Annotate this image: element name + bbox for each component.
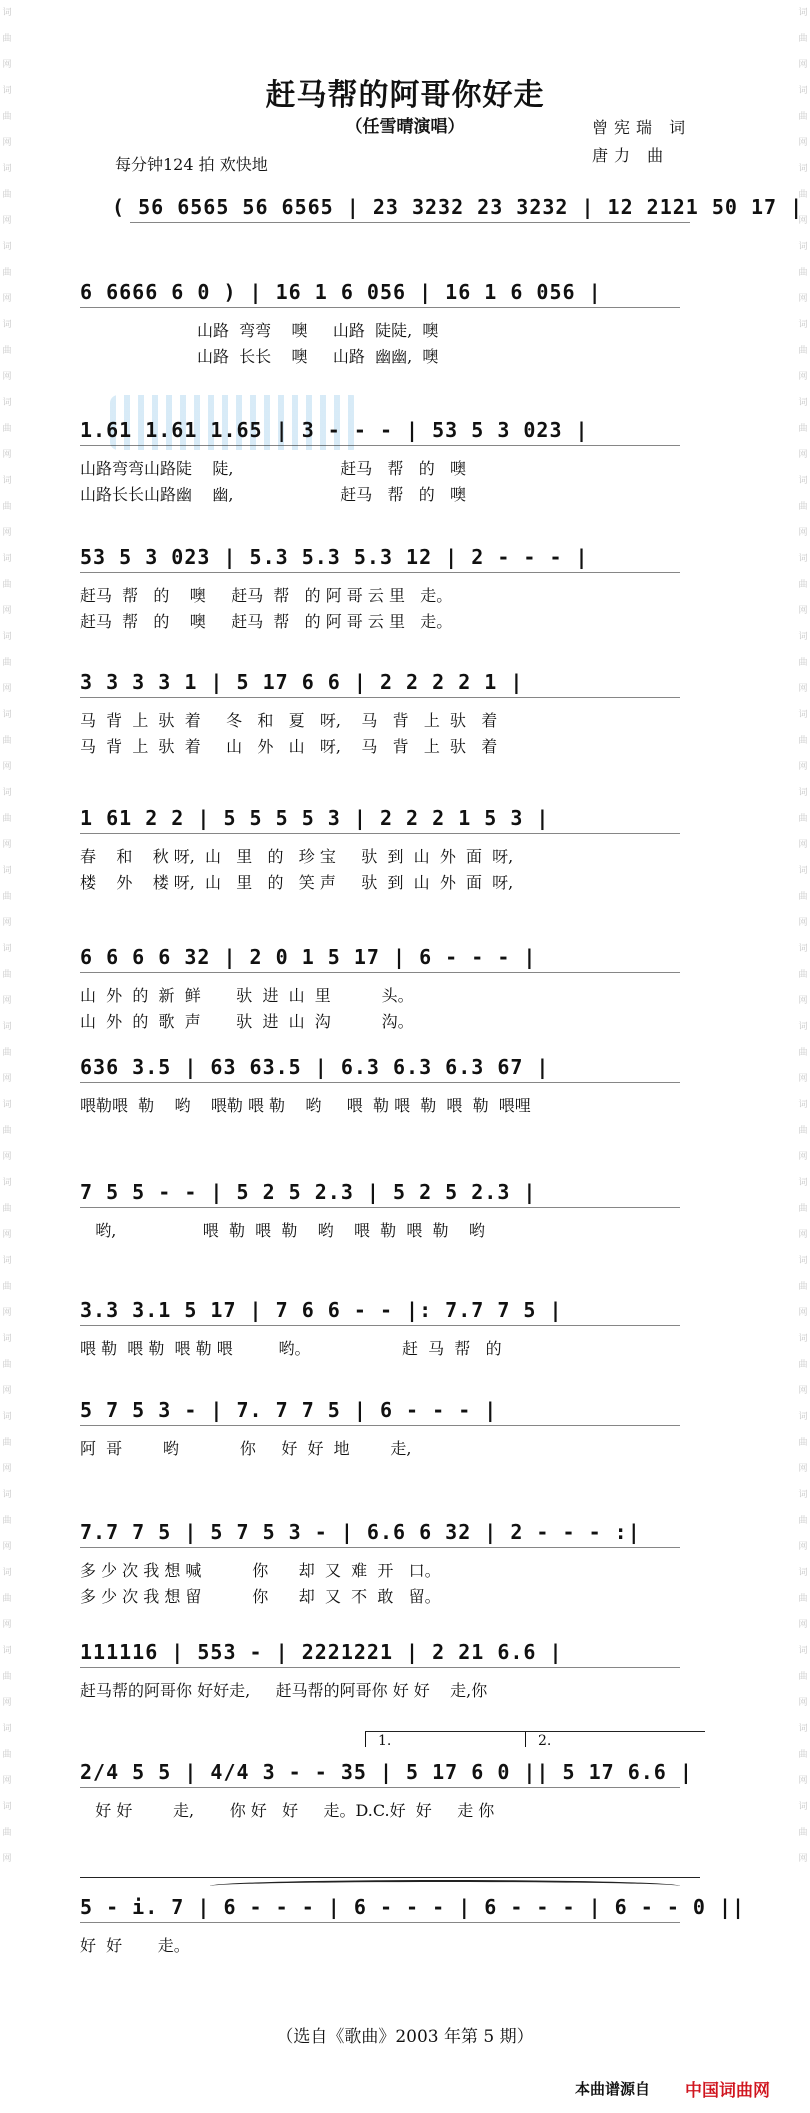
notation-line-1: ( 56 6565 56 6565 | 23 3232 23 3232 | 12 2121 50 17 | xyxy=(112,195,804,219)
notation-line-2: 6 6666 6 0 ) | 16 1 6 056 | 16 1 6 056 | xyxy=(80,280,602,304)
beam-line-8 xyxy=(80,1082,680,1083)
beam-line-11 xyxy=(80,1425,680,1426)
notation-line-6: 1 61 2 2 | 5 5 5 5 3 | 2 2 2 1 5 3 | xyxy=(80,806,550,830)
footer-site-name: 中国词曲网 xyxy=(685,2081,770,2101)
lyric-line-6-verse-1: 春 和 秋 呀, 山 里 的 珍 宝 驮 到 山 外 面 呀, xyxy=(80,847,514,866)
beam-line-10 xyxy=(80,1325,680,1326)
lyric-line-10-verse-1: 喂 勒 喂 勒 喂 勒 喂 哟。 赶 马 帮 的 xyxy=(80,1339,502,1358)
lyric-line-13-verse-1: 赶马帮的阿哥你 好好走, 赶马帮的阿哥你 好 好 走,你 xyxy=(80,1681,488,1700)
side-watermark-left: 词 曲 网 词 曲 网 词 曲 网 词 曲 网 词 曲 网 词 曲 网 词 曲 网 词 曲 网 词 曲 网 词 曲 网 词 曲 网 词 曲 网 词 曲 网 词 曲 网 词 曲 网 词 曲 网 词 曲 网 词 曲 网 词 曲 网 词 曲 网 词 曲 网 词 曲 网 词 曲 网 词 曲 网 xyxy=(2,8,12,1864)
beam-line-7 xyxy=(80,972,680,973)
volta-2-left xyxy=(525,1731,526,1747)
composer-credit: 唐力 曲 xyxy=(592,146,670,165)
lyric-line-12-verse-2: 多 少 次 我 想 留 你 却 又 不 敢 留。 xyxy=(80,1587,441,1606)
beam-line-5 xyxy=(80,697,680,698)
volta-1-left xyxy=(365,1731,366,1747)
notation-line-10: 3.3 3.1 5 17 | 7 6 6 - - |: 7.7 7 5 | xyxy=(80,1298,563,1322)
singer-credit: （任雪晴演唱） xyxy=(345,117,465,137)
notation-line-8: 636 3.5 | 63 63.5 | 6.3 6.3 6.3 67 | xyxy=(80,1055,550,1079)
lyric-line-7-verse-2: 山 外 的 歌 声 驮 进 山 沟 沟。 xyxy=(80,1012,414,1031)
beam-line-3 xyxy=(80,445,680,446)
lyricist-credit: 曾宪瑞 词 xyxy=(592,118,692,137)
beam-line-1 xyxy=(130,222,690,223)
beam-line-4 xyxy=(80,572,680,573)
song-title: 赶马帮的阿哥你好走 xyxy=(265,78,545,113)
beam-line-12 xyxy=(80,1547,680,1548)
lyric-line-8-verse-1: 喂勒喂 勒 哟 喂勒 喂 勒 哟 喂 勒 喂 勒 喂 勒 喂哩 xyxy=(80,1096,531,1115)
lyric-line-3-verse-1: 山路弯弯山路陡 陡, 赶马 帮 的 噢 xyxy=(80,459,467,478)
lyric-line-2-verse-1: 山路 弯弯 噢 山路 陡陡, 噢 xyxy=(80,321,439,340)
notation-line-7: 6 6 6 6 32 | 2 0 1 5 17 | 6 - - - | xyxy=(80,945,537,969)
notation-line-4: 53 5 3 023 | 5.3 5.3 5.3 12 | 2 - - - | xyxy=(80,545,589,569)
footer-source-label: 本曲谱源自 xyxy=(575,2080,651,2098)
notation-line-13: 111116 | 553 - | 2221221 | 2 21 6.6 | xyxy=(80,1640,563,1664)
notation-line-11: 5 7 5 3 - | 7. 7 7 5 | 6 - - - | xyxy=(80,1398,498,1422)
lyric-line-4-verse-2: 赶马 帮 的 噢 赶马 帮 的 阿 哥 云 里 走。 xyxy=(80,612,453,631)
volta-1-label: 1. xyxy=(378,1733,392,1749)
long-tie-arc xyxy=(210,1880,680,1892)
tempo-marking: 每分钟124 拍 欢快地 xyxy=(115,155,268,174)
lyric-line-7-verse-1: 山 外 的 新 鲜 驮 进 山 里 头。 xyxy=(80,986,414,1005)
lyric-line-9-verse-1: 哟, 喂 勒 喂 勒 哟 喂 勒 喂 勒 哟 xyxy=(80,1221,485,1240)
lyric-line-3-verse-2: 山路长长山路幽 幽, 赶马 帮 的 噢 xyxy=(80,485,467,504)
notation-line-3: 1.61 1.61 1.65 | 3 - - - | 53 5 3 023 | xyxy=(80,418,589,442)
lyric-line-5-verse-1: 马 背 上 驮 着 冬 和 夏 呀, 马 背 上 驮 着 xyxy=(80,711,498,730)
source-note: （选自《歌曲》2003 年第 5 期） xyxy=(276,2027,534,2047)
lyric-line-5-verse-2: 马 背 上 驮 着 山 外 山 呀, 马 背 上 驮 着 xyxy=(80,737,498,756)
beam-line-13 xyxy=(80,1667,680,1668)
long-tie-line xyxy=(80,1877,700,1878)
lyric-line-11-verse-1: 阿 哥 哟 你 好 好 地 走, xyxy=(80,1439,412,1458)
lyric-line-4-verse-1: 赶马 帮 的 噢 赶马 帮 的 阿 哥 云 里 走。 xyxy=(80,586,453,605)
volta-2-line xyxy=(525,1731,705,1732)
beam-line-9 xyxy=(80,1207,680,1208)
notation-line-9: 7 5 5 - - | 5 2 5 2.3 | 5 2 5 2.3 | xyxy=(80,1180,537,1204)
lyric-line-14-verse-1: 好 好 走, 你 好 好 走。D.C.好 好 走 你 xyxy=(80,1801,495,1820)
lyric-line-6-verse-2: 楼 外 楼 呀, 山 里 的 笑 声 驮 到 山 外 面 呀, xyxy=(80,873,514,892)
side-watermark-right: 词 曲 网 词 曲 网 词 曲 网 词 曲 网 词 曲 网 词 曲 网 词 曲 网 词 曲 网 词 曲 网 词 曲 网 词 曲 网 词 曲 网 词 曲 网 词 曲 网 词 曲 网 词 曲 网 词 曲 网 词 曲 网 词 曲 网 词 曲 网 词 曲 网 词 曲 网 词 曲 网 词 曲 网 xyxy=(798,8,808,1864)
lyric-line-15-verse-1: 好 好 走。 xyxy=(80,1936,190,1955)
notation-line-12: 7.7 7 5 | 5 7 5 3 - | 6.6 6 32 | 2 - - - :| xyxy=(80,1520,641,1544)
notation-line-15: 5 - i. 7 | 6 - - - | 6 - - - | 6 - - - | 6 - - 0 || xyxy=(80,1895,746,1919)
beam-line-15 xyxy=(80,1922,680,1923)
beam-line-6 xyxy=(80,833,680,834)
notation-line-14: 2/4 5 5 | 4/4 3 - - 35 | 5 17 6 0 || 5 17 6.6 | xyxy=(80,1760,693,1784)
lyric-line-12-verse-1: 多 少 次 我 想 喊 你 却 又 难 开 口。 xyxy=(80,1561,441,1580)
notation-line-5: 3 3 3 3 1 | 5 17 6 6 | 2 2 2 2 1 | xyxy=(80,670,524,694)
lyric-line-2-verse-2: 山路 长长 噢 山路 幽幽, 噢 xyxy=(80,347,439,366)
beam-line-14 xyxy=(80,1787,680,1788)
volta-2-label: 2. xyxy=(538,1733,552,1749)
beam-line-2 xyxy=(80,307,680,308)
